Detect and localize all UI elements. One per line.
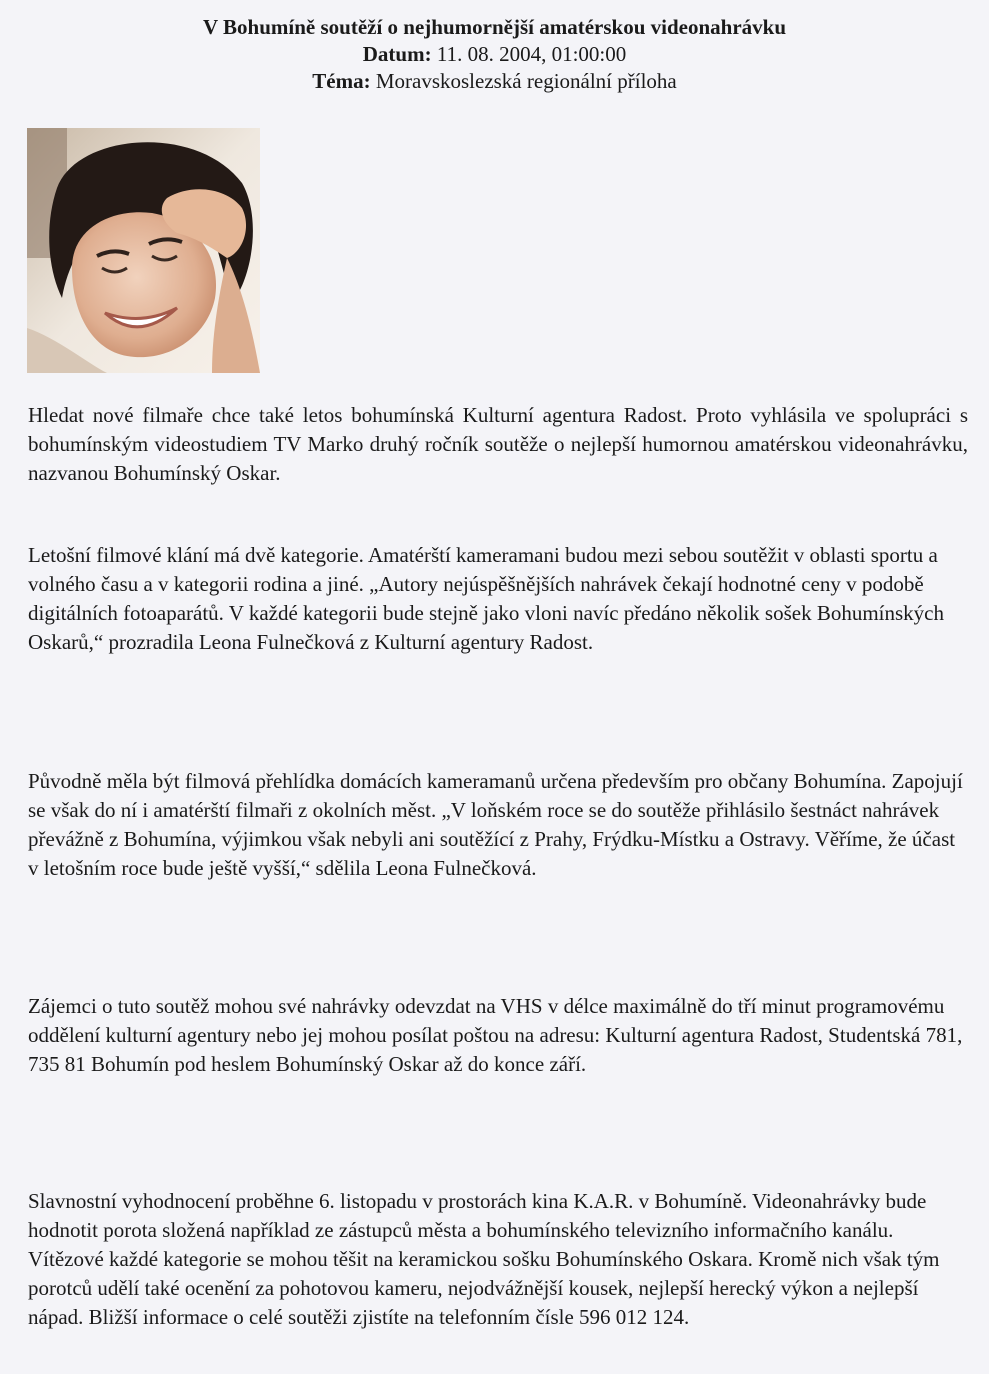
topic-value: Moravskoslezská regionální příloha — [375, 69, 677, 93]
article-header — [0, 14, 989, 95]
date-line — [0, 41, 989, 68]
paragraph-4: Zájemci o tuto soutěž mohou své nahrávky odevzdat na VHS v délce maximálně do tří minut programovému oddělení kulturní agentury nebo jej mohou posílat poštou na adresu: Kulturní agentura Radost, Studentská 781, 735 81 Bohumín pod heslem Bohumínský Oskar až do konce září. — [28, 994, 963, 1076]
paragraph-5: Slavnostní vyhodnocení proběhne 6. listopadu v prostorách kina K.A.R. v Bohumíně. Videonahrávky bude hodnotit porota složená například ze zástupců města a bohumínského televizního informačního kanálu. Vítězové každé kategorie se mohou těšit na keramickou sošku Bohumínského Oskara. Kromě nich však tým porotců udělí také ocenění za pohotovou kameru, nejodvážnější kousek, nejlepší herecký výkon a nejlepší nápad. Bližší informace o celé soutěži zjistíte na telefonním čísle 596 012 124. — [28, 1189, 940, 1329]
date-label: Datum: — [362, 42, 432, 66]
paragraph-2: Letošní filmové klání má dvě kategorie. Amatérští kameramani budou mezi sebou soutěžit v oblasti sportu a volného času a v kategorii rodina a jiné. „Autory nejúspěšnějších nahrávek čekají hodnotné ceny v podobě digitálních fotoaparátů. V každé kategorii bude stejně jako vloni navíc předáno několik sošek Bohumínských Oskarů,“ prozradila Leona Fulnečková z Kulturní agentury Radost. — [28, 543, 945, 654]
topic-line — [0, 68, 989, 95]
paragraph-3: Původně měla být filmová přehlídka domácích kameramanů určena především pro občany Bohumína. Zapojují se však do ní i amatérští filmaři z okolních měst. „V loňském roce se do soutěže přihlásilo šestnáct nahrávek převážně z Bohumína, výjimkou však nebyli ani soutěžící z Prahy, Frýdku-Místku a Ostravy. Věříme, že účast v letošním roce bude ještě vyšší,“ sdělila Leona Fulnečková. — [28, 769, 963, 880]
article-photo — [27, 128, 260, 373]
smiling-woman-photo — [27, 128, 260, 373]
date-value: 11. 08. 2004, 01:00:00 — [436, 42, 627, 66]
paragraph-1: Hledat nové filmaře chce také letos bohumínská Kulturní agentura Radost. Proto vyhlásila ve spolupráci s bohumínským videostudiem TV Marko druhý ročník soutěže o nejlepší humornou amatérskou videonahrávku, nazvanou Bohumínský Oskar. — [28, 403, 968, 485]
topic-label: Téma: — [312, 69, 371, 93]
article-title: V Bohumíně soutěží o nejhumornější amatérskou videonahrávku — [203, 15, 786, 39]
